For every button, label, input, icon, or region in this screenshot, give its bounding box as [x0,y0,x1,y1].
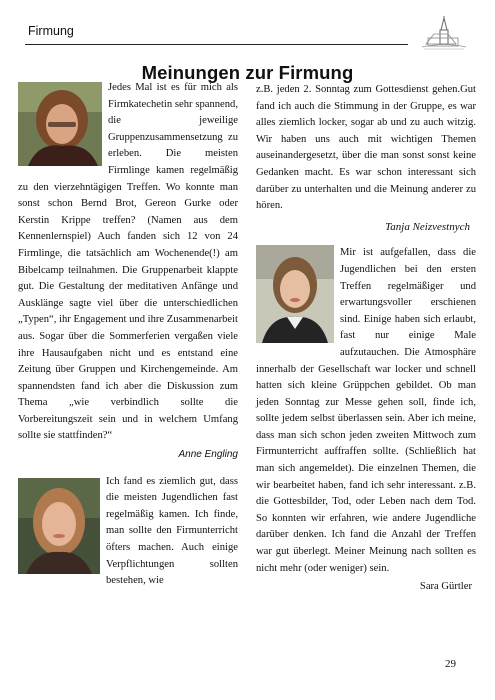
contribution-2-text-right: z.B. jeden 2. Sonntag zum Gottesdienst gehen.Gut fand ich auch die Stimmung in der Gruppe, es war alles ziemlich locker, sogar ab und zu auch witzig. Wir haben uns auch mit wichtigen Themen auseinandergesetzt, über die man sonst sonst keine Gedanken macht. Es war schon interessant sich darüber zu unterhalten und die Meinung anderer zu hören. [256,84,476,212]
author-sara-guertler: Sara Gürtler [419,581,472,593]
author-tanja-neizvestnych: Tanja Neizvestnych [385,220,470,233]
photo-tanja-neizvestnych [18,478,100,574]
header-section-label: Firmung [28,24,74,38]
photo-anne-engling [18,82,102,166]
contribution-3-text: Mir ist aufgefallen, dass die Jugendlichen bei den ersten Treffen regelmäßiger und erwartungsvoller erschienen sind. Einige haben sich erlaubt, fast nur einige Male aufzutauchen. Die Atmosphäre innerhalb der Gesellschaft war locker und schnell hatten sich kleine Grüppchen gebildet. Ob man jeden Sonntag zur Messe gehen soll, finde ich, sollte jedem selbst überlassen sein. Aber ich meine, dass man sich schon jeden zweiten Mittwoch zum Firmunterricht auffraffen sollte. (Schließlich hat man sich angemeldet). Die einzelnen Themen, die wir bearbeitet haben, fand ich sehr interessant. z.B. die Gottesbilder, Tod, oder Leben nach dem Tod. So konnten wir erfahren, wie andere Jugendliche darüber denken. Ich fand die Anzahl der Treffen war gut überlegt. Meiner Meinung nach sollten es nicht mehr (oder weniger) sein. [256,247,476,574]
church-logo-icon [420,16,468,52]
author-anne-engling: Anne Engling [178,449,238,461]
left-column [18,82,238,590]
article-title: Meinungen zur Firmung [141,62,354,83]
contribution-2-text-left: Ich fand es ziemlich gut, dass die meisten Jugendlichen fast regelmäßig kamen. Ich finde, man sollte den Firmunterricht öfters machen. Auch einige Verpflichtungen sollten bestehen, wie [106,475,238,587]
photo-sara-guertler [256,245,334,343]
header-rule [25,44,408,45]
right-column [256,82,476,596]
page-number: 29 [445,658,456,670]
contribution-1-text: Jedes Mal ist es für mich als Firmkatechetin sehr spannend, die jeweilige Gruppenzusammensetzung zu erleben. Die meisten Firmlinge kamen regelmäßig zu den vierzehntägigen Treffen. Wo konnte man sonst schon Bernd Brot, Gereon Gurke oder Kerstin Krippe treffen? (Namen aus dem Kennenlernspiel) Auch fanden sich 12 von 24 Firmlinge, die tatsächlich am Wochenende(!) am Bibelcamp teilnahmen. Die Gruppenarbeit klappte gut. Die Gestaltung der meditativen Anfänge und Ausklänge sagte viel über die unterschiedlichen „Typen“, ihr Engagement und ihre Zusammenarbeit aus. Sogar über die Sommerferien vergaßen viele ihre Hausaufgaben nicht und es entstand eine Zeitung über Gruppen und Kirchengemeinde. Am spannendsten fand ich aber die Diskussion zum Thema „wie verbindlich sollte die Vorbereitungszeit sein und in welchem Umfang sollte sie stattfinden?“ [18,82,238,442]
